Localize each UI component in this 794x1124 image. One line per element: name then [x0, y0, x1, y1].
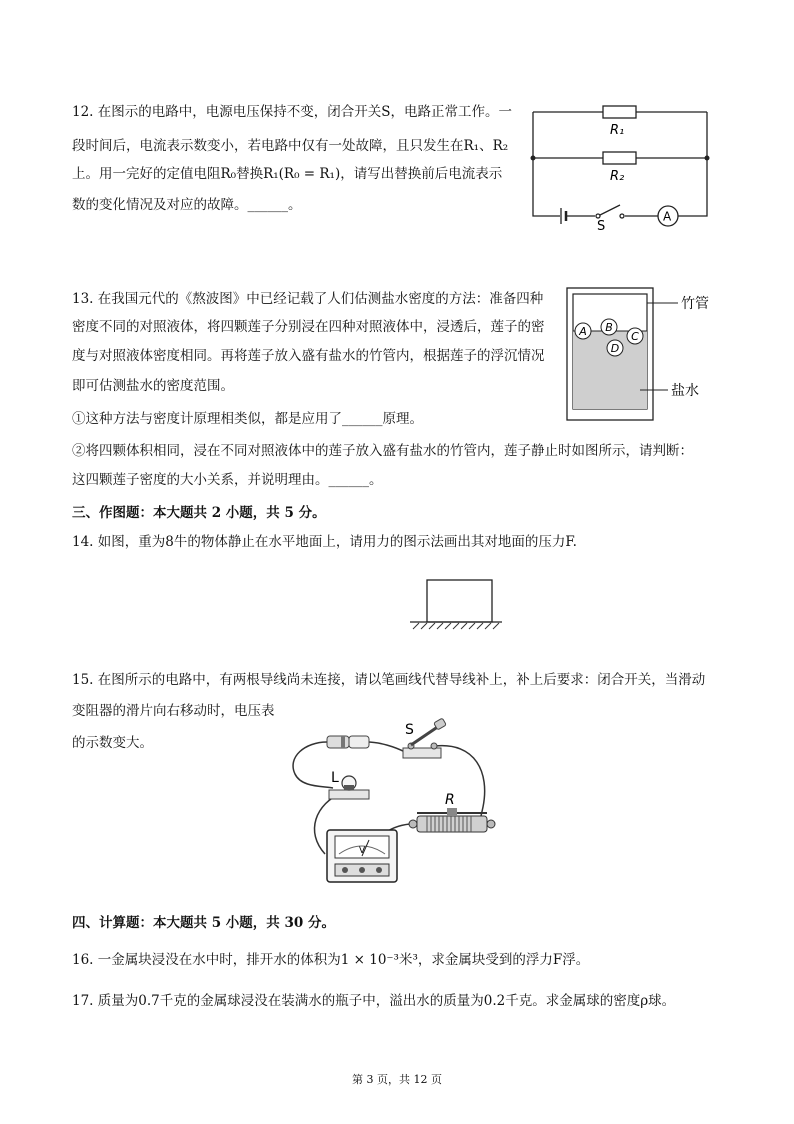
switch-label: S: [405, 722, 414, 738]
q14-text: 14. 如图，重为8牛的物体静止在水平地面上，请用力的图示法画出其对地面的压力F.: [72, 534, 577, 550]
q12-circuit-diagram: [520, 96, 720, 234]
q12-line-3: 上。用一完好的定值电阻R₀替换R₁(R₀ = R₁)，请写出替换前后电流表示: [72, 166, 503, 182]
rheostat-label: R: [445, 792, 455, 808]
battery-icon: [561, 208, 566, 224]
brine-label: 盐水: [671, 383, 699, 399]
q15-line-1: 15. 在图所示的电路中，有两根导线尚未连接，请以笔画线代替导线补上，补上后要求：闭合开关，当滑动: [72, 672, 706, 688]
q13-line-4: 即可估测盐水的密度范围。: [72, 378, 234, 394]
switch-label: S: [597, 219, 606, 234]
q15-circuit-figure: [285, 712, 505, 890]
r1-resistor: [603, 106, 636, 118]
r2-label: R₂: [610, 169, 625, 184]
q13-bamboo-tube-diagram: [562, 283, 722, 425]
q15-line-3: 的示数变大。: [72, 735, 153, 751]
ammeter-label: A: [663, 209, 672, 224]
q13-line-2: 密度不同的对照液体，将四颗莲子分别浸在四种对照液体中，浸透后，莲子的密: [72, 319, 545, 335]
r2-resistor: [603, 152, 636, 164]
q12-line-2: 段时间后，电流表示数变小，若电路中仅有一处故障，且只发生在R₁、R₂: [72, 138, 509, 154]
lamp-label: L: [331, 770, 339, 786]
r1-label: R₁: [610, 123, 625, 138]
q14-block-on-ground-figure: [405, 577, 507, 633]
question-17: 17. 质量为0.7千克的金属球浸没在装满水的瓶子中，溢出水的质量为0.2千克。求金属球的密度ρ球。: [72, 993, 676, 1009]
seed-b-label: B: [605, 321, 613, 334]
block: [427, 580, 492, 622]
q15-line-2: 变阻器的滑片向右移动时，电压表: [72, 703, 275, 719]
q13-line-1: 13. 在我国元代的《熬波图》中已经记载了人们估测盐水密度的方法：准备四种: [72, 291, 544, 307]
seed-d-label: D: [610, 342, 620, 355]
page-footer: 第 3 页，共 12 页: [352, 1073, 442, 1086]
tube-label: 竹管: [681, 296, 709, 312]
voltmeter-label: V: [359, 846, 366, 856]
section-4-heading: 四、计算题：本大题共 5 小题，共 30 分。: [72, 915, 335, 931]
q12-line-4: 数的变化情况及对应的故障。______。: [72, 197, 302, 213]
rheostat-slider: [447, 808, 457, 816]
section-3-heading: 三、作图题：本大题共 2 小题，共 5 分。: [72, 505, 326, 521]
battery-icon: [327, 736, 369, 748]
q12-line-1: 12. 在图示的电路中，电源电压保持不变，闭合开关S，电路正常工作。一: [72, 104, 513, 120]
voltmeter-icon: [327, 830, 397, 882]
seed-a-label: A: [579, 325, 587, 338]
q13-question-1: ①这种方法与密度计原理相类似，都是应用了______原理。: [72, 411, 423, 427]
q13-question-2-cont: 这四颗莲子密度的大小关系，并说明理由。______。: [72, 472, 383, 488]
q13-question-2: ②将四颗体积相同，浸在不同对照液体中的莲子放入盛有盐水的竹管内，莲子静止时如图所示，请判断：: [72, 443, 693, 459]
q13-line-3: 度与对照液体密度相同。再将莲子放入盛有盐水的竹管内，根据莲子的浮沉情况: [72, 348, 545, 364]
question-16: 16. 一金属块浸没在水中时，排开水的体积为1 × 10⁻³米³，求金属块受到的浮力F浮。: [72, 952, 590, 968]
seed-c-label: C: [631, 330, 639, 343]
switch-icon: [596, 205, 624, 218]
